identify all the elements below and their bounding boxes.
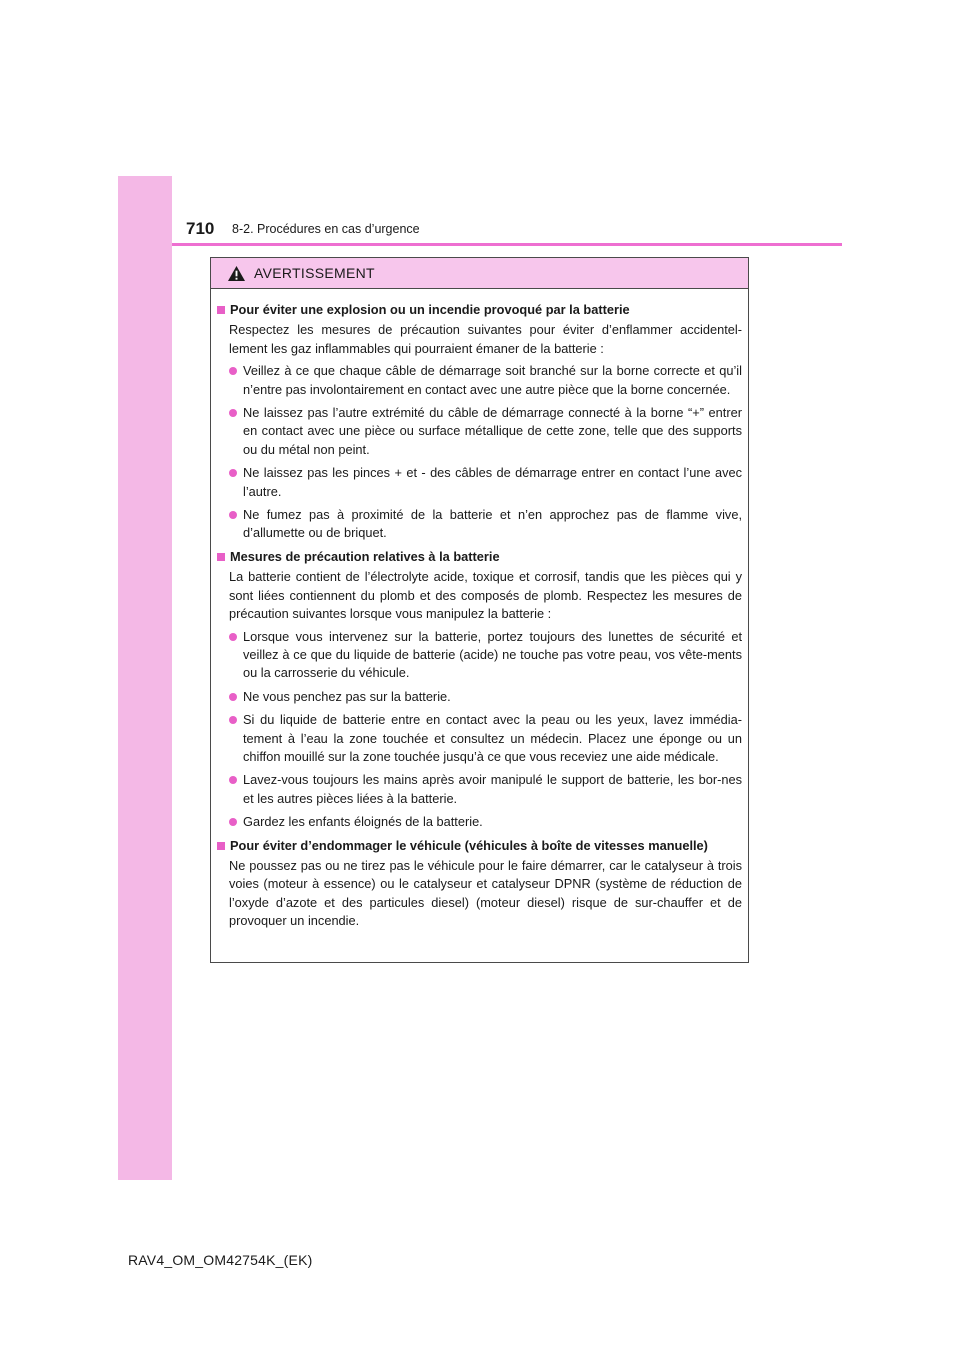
list-item-text: Veillez à ce que chaque câble de démarrage soit branché sur la borne correcte et qu’il n’entre pas involontairement en contact avec une autre pièce que la borne concernée. [243, 363, 742, 397]
list-item [217, 628, 742, 683]
round-bullet-icon [229, 409, 237, 417]
warning-box [210, 257, 749, 963]
section-heading-text: Pour éviter une explosion ou un incendie provoqué par la batterie [230, 302, 630, 317]
section-heading [217, 301, 742, 319]
section-heading [217, 837, 742, 855]
list-item-text: Ne laissez pas l’autre extrémité du câble de démarrage connecté à la borne “+” entrer en contact avec une pièce ou surface métallique de cette zone, telle que des supports ou du métal non peint. [243, 405, 742, 457]
list-item [217, 404, 742, 459]
list-item [217, 362, 742, 399]
list-item-text: Ne vous penchez pas sur la batterie. [243, 688, 451, 704]
list-item [217, 506, 742, 543]
list-item [217, 464, 742, 501]
list-item-text: Lorsque vous intervenez sur la batterie, portez toujours des lunettes de sécurité et veillez à ce que du liquide de batterie (acide) ne touche pas votre peau, vos vête-ments ou la carrosserie du véhicule. [243, 628, 742, 681]
list-item [217, 771, 742, 808]
list-item-text: Gardez les enfants éloignés de la batterie. [243, 814, 483, 830]
round-bullet-icon [229, 469, 237, 477]
round-bullet-icon [229, 367, 237, 375]
document-code: RAV4_OM_OM42754K_(EK) [128, 1252, 313, 1268]
list-item-text: Ne laissez pas les pinces + et - des câbles de démarrage entrer en contact l’une avec l’autre. [243, 465, 742, 499]
side-color-strip [118, 176, 172, 1180]
square-bullet-icon [217, 306, 225, 314]
list-item [217, 688, 742, 706]
section-heading [217, 548, 742, 566]
round-bullet-icon [229, 633, 237, 641]
warning-triangle-icon [227, 265, 246, 282]
warning-title: AVERTISSEMENT [254, 265, 375, 281]
round-bullet-icon [229, 511, 237, 519]
round-bullet-icon [229, 818, 237, 826]
section-heading-text: Mesures de précaution relatives à la batterie [230, 548, 500, 564]
round-bullet-icon [229, 693, 237, 701]
header-rule [172, 243, 842, 246]
page-number: 710 [186, 219, 215, 238]
section-paragraph: Ne poussez pas ou ne tirez pas le véhicule pour le faire démarrer, car le catalyseur à trois voies (moteur à essence) ou le catalyseur et catalyseur DPNR (système de réduction de l’oxyde d’azote et des particules diesel) (moteur diesel) risque de sur-chauffer et de provoquer un incendie. [229, 857, 742, 929]
list-item [217, 711, 742, 766]
square-bullet-icon [217, 842, 225, 850]
section-paragraph: La batterie contient de l’électrolyte acide, toxique et corrosif, tandis que les pièces qui y sont liées contiennent du plomb et des composés de plomb. Respectez les mesures de précaution suivantes lorsque vous manipulez la batterie : [229, 569, 742, 622]
section-paragraph: Respectez les mesures de précaution suivantes pour éviter d’enflammer accidentel-lement les gaz inflammables qui pourraient émaner de la batterie : [229, 322, 742, 356]
section-title: 8-2. Procédures en cas d’urgence [232, 222, 420, 236]
warning-header [211, 258, 748, 289]
list-item-text: Lavez-vous toujours les mains après avoir manipulé le support de batterie, les bor-nes et les autres pièces liées à la batterie. [243, 772, 742, 806]
list-item-text: Si du liquide de batterie entre en contact avec la peau ou les yeux, lavez immédia-tement à l’eau la zone touchée et consultez un médecin. Placez une éponge ou un chiffon mouillé sur la zone touchée jusqu’à ce que vous receviez une aide médicale. [243, 712, 742, 764]
round-bullet-icon [229, 776, 237, 784]
section-heading-text: Pour éviter d’endommager le véhicule (véhicules à boîte de vitesses manuelle) [230, 837, 708, 853]
list-item-text: Ne fumez pas à proximité de la batterie et n’en approchez pas de flamme vive, d’allumette ou de briquet. [243, 507, 742, 541]
round-bullet-icon [229, 716, 237, 724]
list-item [217, 813, 742, 831]
square-bullet-icon [217, 553, 225, 561]
warning-body [211, 289, 748, 931]
